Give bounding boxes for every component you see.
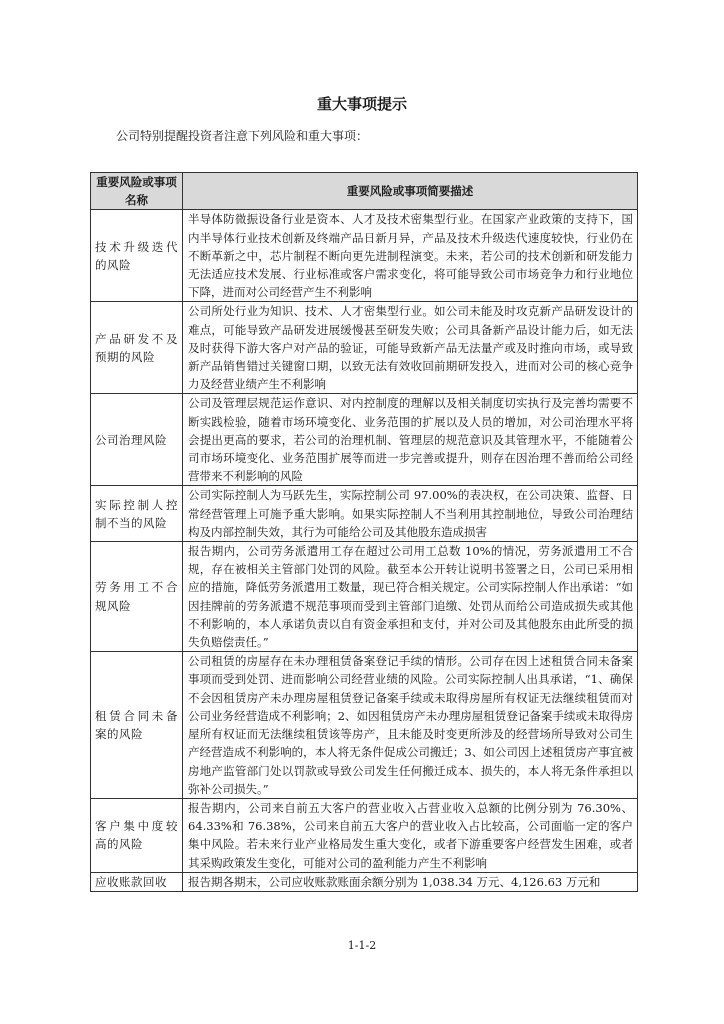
page-number: 1-1-2 (347, 939, 377, 952)
table-row (91, 798, 638, 872)
intro-text: 公司特别提醒投资者注意下列风险和重大事项： (116, 129, 369, 143)
risk-name: 公司治理风险 (91, 394, 183, 486)
risk-description: 公司租赁的房屋存在未办理租赁备案登记手续的情形。公司存在因上述租赁合同未备案事项而受到处罚、进而影响公司经营业绩的风险。公司实际控制人出具承诺，“1、确保不会因租赁房产未办理房屋租赁登记备案手续或未取得房屋所有权证无法继续租赁而对公司业务经营造成不利影响；2、如因租赁房产未办理房屋租赁登记备案手续或未取得房屋所有权证而无法继续租赁该等房产，且未能及时变更所涉及的经营场所导致对公司生产经营造成不利影响的，本人将无条件促成公司搬迁；3、如公司因上述租赁房产事宜被房地产监管部门处以罚款或导致公司发生任何搬迁成本、损失的，本人将无条件承担以弥补公司损失。” (183, 652, 638, 799)
risk-name: 实际控制人控制不当的风险 (91, 486, 183, 542)
risk-description: 报告期各期末，公司应收账款账面余额分别为 1,038.34 万元、4,126.63 万元和 (183, 872, 638, 891)
risk-name: 产品研发不及预期的风险 (91, 302, 183, 394)
table-row (91, 394, 638, 486)
risk-name: 客户集中度较高的风险 (91, 798, 183, 872)
risk-description: 公司及管理层规范运作意识、对内控制度的理解以及相关制度切实执行及完善均需要不断实践检验，随着市场环境变化、业务范围的扩展以及人员的增加，对公司治理水平将会提出更高的要求，若公司的治理机制、管理层的规范意识及其管理水平，不能随着公司市场环境变化、业务范围扩展等而进一步完善或提升，则存在因治理不善而给公司经营带来不利影响的风险 (183, 394, 638, 486)
risk-description: 报告期内，公司来自前五大客户的营业收入占营业收入总额的比例分别为 76.30%、64.33%和 76.38%，公司来自前五大客户的营业收入占比较高，公司面临一定的客户集中风险。若未来行业产业格局发生重大变化，或者下游重要客户经营发生困难，或者其采购政策发生变化，可能对公司的盈利能力产生不利影响 (183, 798, 638, 872)
risk-table (90, 172, 638, 892)
risk-name: 劳务用工不合规风险 (91, 542, 183, 652)
risk-name: 技术升级迭代的风险 (91, 210, 183, 302)
page-title: 重大事项提示 (316, 95, 407, 113)
table-row (91, 542, 638, 652)
risk-description: 半导体防微振设备行业是资本、人才及技术密集型行业。在国家产业政策的支持下，国内半导体行业技术创新及终端产品日新月异，产品及技术升级迭代速度较快，行业仍在不断革新之中，芯片制程不断向更先进制程演变。未来，若公司的技术创新和研发能力无法适应技术发展、行业标准或客户需求变化，将可能导致公司市场竞争力和行业地位下降，进而对公司经营产生不利影响 (183, 210, 638, 302)
table-row (91, 210, 638, 302)
table-header-row (91, 173, 638, 210)
table-row (91, 486, 638, 542)
header-risk-name: 重要风险或事项名称 (91, 173, 183, 210)
risk-name: 租赁合同未备案的风险 (91, 652, 183, 799)
risk-description: 报告期内，公司劳务派遣用工存在超过公司用工总数 10%的情况，劳务派遣用工不合规，存在被相关主管部门处罚的风险。截至本公开转让说明书签署之日，公司已采用相应的措施，降低劳务派遣用工数量，现已符合相关规定。公司实际控制人作出承诺：“如因挂牌前的劳务派遣不规范事项而受到主管部门追缴、处罚从而给公司造成损失或其他不利影响的，本人承诺负责以自有资金承担和支付，并对公司及其他股东由此所受的损失负赔偿责任。” (183, 542, 638, 652)
header-risk-desc: 重要风险或事项简要描述 (183, 173, 638, 210)
risk-name: 应收账款回收 (91, 872, 183, 891)
risk-description: 公司实际控制人为马跃先生，实际控制公司 97.00%的表决权，在公司决策、监督、日常经营管理上可施予重大影响。如果实际控制人不当利用其控制地位，导致公司治理结构及内部控制失效，其行为可能给公司及其他股东造成损害 (183, 486, 638, 542)
table-row (91, 652, 638, 799)
table-row (91, 872, 638, 891)
risk-description: 公司所处行业为知识、技术、人才密集型行业。如公司未能及时攻克新产品研发设计的难点，可能导致产品研发进展缓慢甚至研发失败；公司具备新产品设计能力后，如无法及时获得下游大客户对产品的验证，可能导致新产品无法量产或及时推向市场，或导致新产品销售错过关键窗口期，以致无法有效收回前期研发投入，进而对公司的核心竞争力及经营业绩产生不利影响 (183, 302, 638, 394)
table-row (91, 302, 638, 394)
